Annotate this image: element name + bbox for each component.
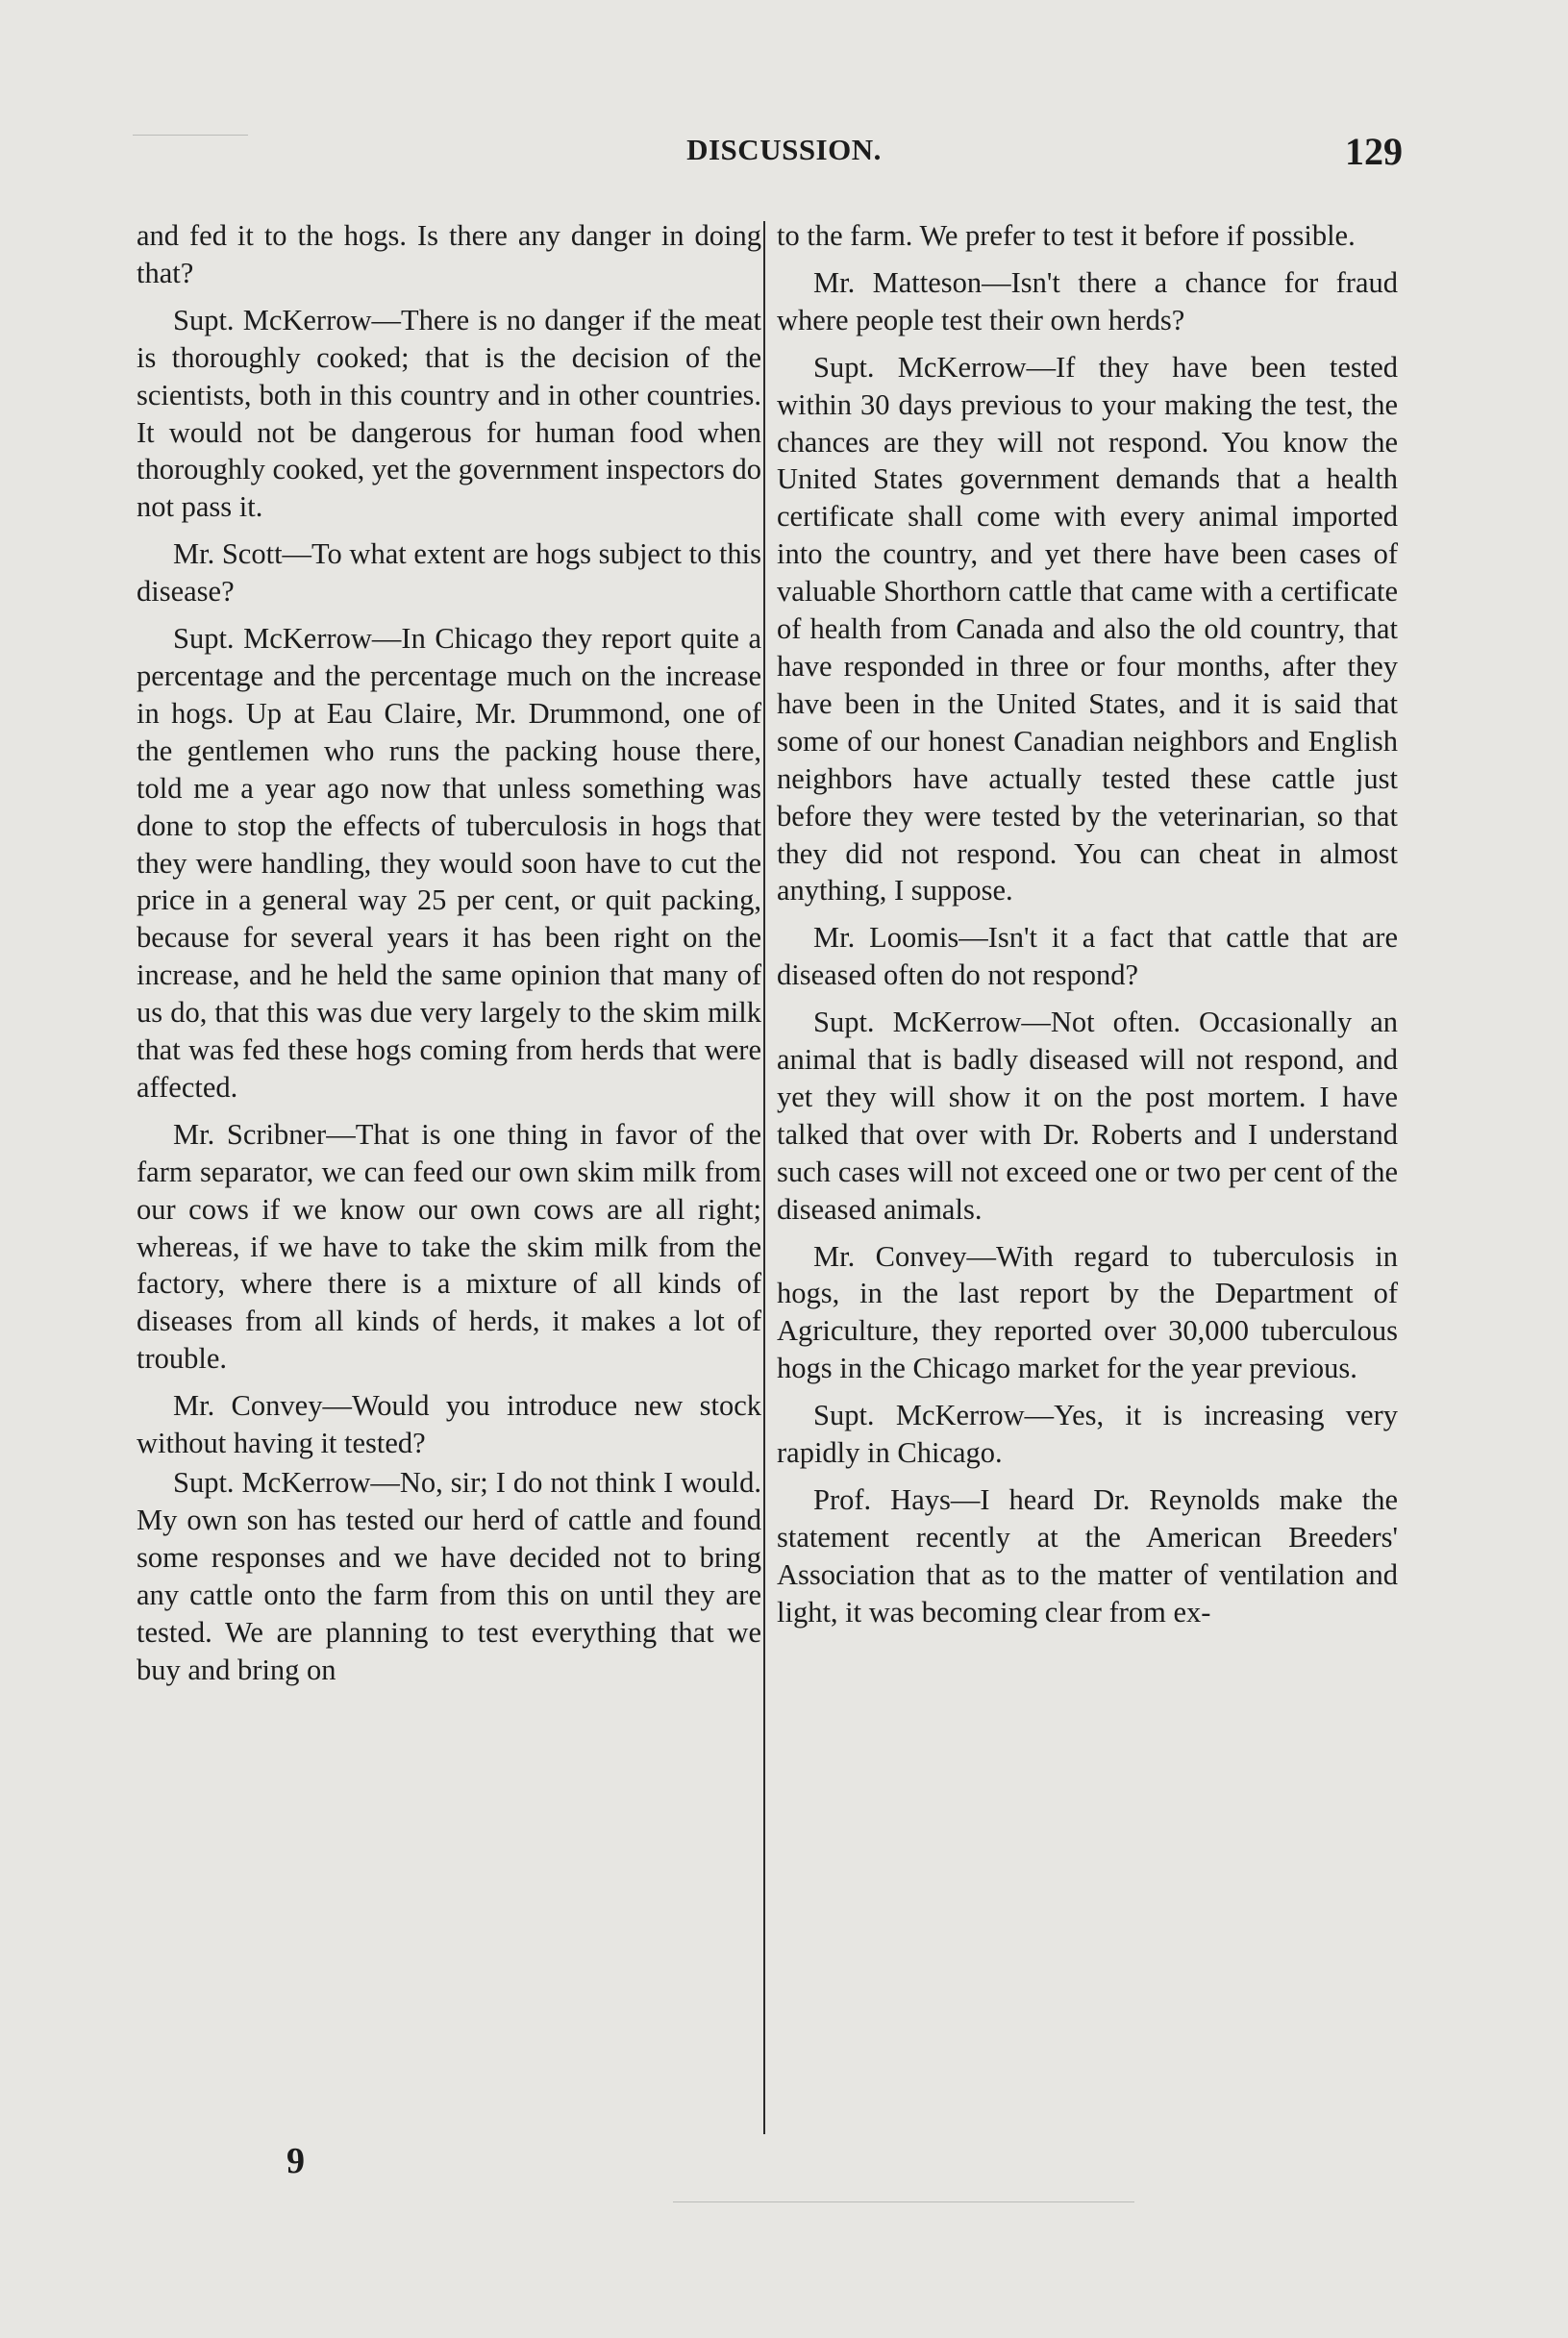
paragraph: Mr. Scribner—That is one thing in favor of the farm separator, we can feed our own skim milk from our cows if we know our own cows are all right; whereas, if we have to take the skim milk from the factory, where there is a mixture of all kinds of diseases from all kinds of herds, it makes a lot of trouble. [137,1117,761,1376]
paragraph: Supt. McKerrow—Not often. Occasionally an animal that is badly diseased will not respond, and yet they will show it on the post mortem. I have talked that over with Dr. Roberts and I understand such cases will not exceed one or two per cent of the diseased animals. [777,1006,1398,1226]
scan-artifact [133,135,248,136]
paragraph: Mr. Loomis—Isn't it a fact that cattle that are diseased often do not respond? [777,921,1398,992]
running-title: DISCUSSION. [686,133,882,166]
paragraph: Mr. Convey—Would you introduce new stock without having it tested? [137,1389,761,1460]
running-head [0,129,1568,187]
column-divider [763,221,765,2134]
left-column [137,217,761,1698]
paragraph: Prof. Hays—I heard Dr. Reynolds make the statement recently at the American Breeders' Association that as to the matter of ventilation and light, it was becoming clear from ex- [777,1483,1398,1629]
paragraph: to the farm. We prefer to test it before if possible. [777,219,1356,252]
right-column [777,217,1398,1641]
scan-artifact [673,2201,1134,2202]
paragraph: Supt. McKerrow—There is no danger if the meat is thoroughly cooked; that is the decision of the scientists, both in this country and in other countries. It would not be dangerous for human food when thoroughly cooked, yet the government inspectors do not pass it. [137,303,761,524]
paragraph: Supt. McKerrow—No, sir; I do not think I would. My own son has tested our herd of cattle and found some responses and we have decided not to bring any cattle onto the farm from this on until they are tested. We are planning to test everything that we buy and bring on [137,1466,761,1686]
paragraph: Supt. McKerrow—If they have been tested within 30 days previous to your making the test, the chances are they will not respond. You know the United States government demands that a health certificate shall come with every animal imported into the country, and yet there have been cases of valuable Shorthorn cattle that came with a certificate of health from Canada and also the old country, that have responded in three or four months, after they have been in the United States, and it is said that some of our honest Canadian neighbors and English neighbors have actually tested these cattle just before they were tested by the veterinarian, so that they did not respond. You can cheat in almost anything, I suppose. [777,350,1398,908]
paragraph: and fed it to the hogs. Is there any danger in doing that? [137,219,761,289]
paragraph: Supt. McKerrow—In Chicago they report quite a percentage and the percentage much on the increase in hogs. Up at Eau Claire, Mr. Drummond, one of the gentlemen who runs the packing house there, told me a year ago now that unless something was done to stop the effects of tuberculosis in hogs that they were handling, they would soon have to cut the price in a general way 25 per cent, or quit packing, because for several years it has been right on the increase, and he held the same opinion that many of us do, that this was due very largely to the skim milk that was fed these hogs coming from herds that were affected. [137,622,761,1104]
paragraph: Mr. Convey—With regard to tuberculosis in hogs, in the last report by the Department of Agriculture, they reported over 30,000 tuberculous hogs in the Chicago market for the year previous. [777,1239,1398,1385]
page-number: 129 [1345,130,1403,173]
signature-mark: 9 [286,2141,305,2181]
paragraph: Mr. Matteson—Isn't there a chance for fraud where people test their own herds? [777,265,1398,336]
paragraph: Mr. Scott—To what extent are hogs subject to this disease? [137,537,762,609]
paragraph: Supt. McKerrow—Yes, it is increasing very rapidly in Chicago. [777,1399,1398,1470]
